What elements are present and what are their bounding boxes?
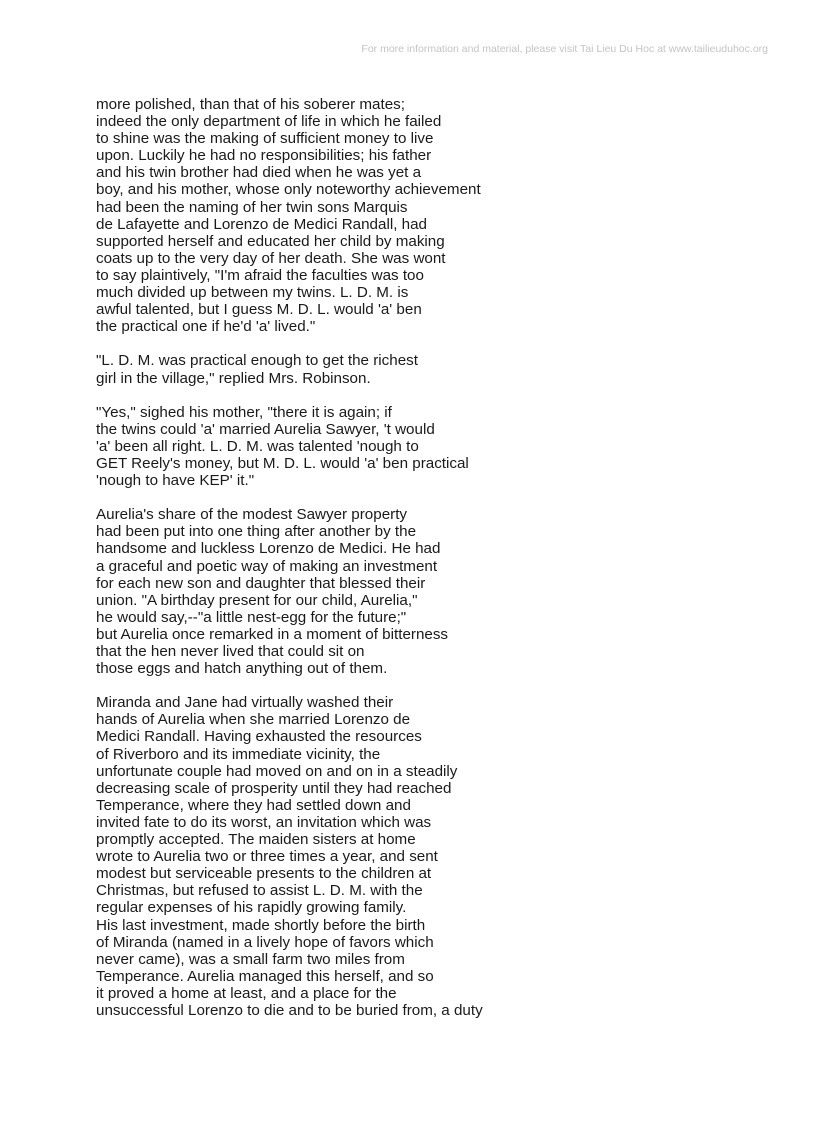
text-line: unfortunate couple had moved on and on in a steadily <box>96 762 458 780</box>
text-line: "L. D. M. was practical enough to get the richest <box>96 352 418 370</box>
text-line: more polished, than that of his soberer mates; <box>96 96 405 113</box>
text-line: never came), was a small farm two miles from <box>96 950 405 968</box>
text-line: Temperance, where they had settled down and <box>96 796 411 814</box>
text-line: promptly accepted. The maiden sisters at home <box>96 831 416 849</box>
text-line: invited fate to do its worst, an invitation which was <box>96 813 432 831</box>
text-line: GET Reely's money, but M. D. L. would 'a' ben practical <box>96 454 469 472</box>
text-line: "Yes," sighed his mother, "there it is again; if <box>96 403 392 421</box>
text-line: to shine was the making of sufficient money to live <box>96 130 434 148</box>
paragraph-2 <box>96 352 483 386</box>
text-line: boy, and his mother, whose only noteworthy achievement <box>96 181 481 199</box>
text-line: unsuccessful Lorenzo to die and to be buried from, a duty <box>96 1001 483 1019</box>
text-line: of Riverboro and its immediate vicinity, the <box>96 745 381 763</box>
text-line: handsome and luckless Lorenzo de Medici. He had <box>96 540 441 558</box>
text-line: supported herself and educated her child by making <box>96 232 445 250</box>
text-line: Temperance. Aurelia managed this herself, and so <box>96 967 434 985</box>
text-line: the practical one if he'd 'a' lived." <box>96 318 316 336</box>
text-line: coats up to the very day of her death. She was wont <box>96 249 446 267</box>
text-line: to say plaintively, "I'm afraid the faculties was too <box>96 266 424 284</box>
text-line: hands of Aurelia when she married Lorenzo de <box>96 711 411 729</box>
text-line: those eggs and hatch anything out of them. <box>96 660 388 678</box>
text-line: regular expenses of his rapidly growing family. <box>96 899 407 917</box>
text-line: and his twin brother had died when he was yet a <box>96 164 422 182</box>
text-line: His last investment, made shortly before the birth <box>96 916 426 934</box>
text-line: girl in the village," replied Mrs. Robinson. <box>96 369 371 387</box>
text-line: wrote to Aurelia two or three times a year, and sent <box>96 848 438 866</box>
text-line: Medici Randall. Having exhausted the resources <box>96 728 422 746</box>
text-line: of Miranda (named in a lively hope of favors which <box>96 933 434 951</box>
text-line: that the hen never lived that could sit on <box>96 643 365 660</box>
text-line: 'nough to have KEP' it." <box>96 472 255 490</box>
text-line: awful talented, but I guess M. D. L. would 'a' ben <box>96 301 422 319</box>
paragraph-5 <box>96 694 483 1019</box>
paragraph-3 <box>96 404 483 489</box>
body-text <box>96 96 483 1036</box>
text-line: he would say,--"a little nest-egg for the future;" <box>96 608 407 626</box>
text-line: upon. Luckily he had no responsibilities; his father <box>96 147 432 165</box>
watermark-text: For more information and material, please visit Tai Lieu Du Hoc at www.tailieuduhoc.org <box>361 43 768 55</box>
text-line: modest but serviceable presents to the children at <box>96 865 432 883</box>
text-line: for each new son and daughter that blessed their <box>96 574 426 592</box>
text-line: Miranda and Jane had virtually washed their <box>96 694 394 712</box>
text-line: much divided up between my twins. L. D. M. is <box>96 284 409 302</box>
text-line: but Aurelia once remarked in a moment of bitterness <box>96 625 449 643</box>
text-line: de Lafayette and Lorenzo de Medici Randall, had <box>96 215 427 233</box>
paragraph-4 <box>96 506 483 677</box>
paragraph-1 <box>96 96 483 335</box>
text-line: decreasing scale of prosperity until they had reached <box>96 779 452 797</box>
text-line: 'a' been all right. L. D. M. was talented 'nough to <box>96 437 419 455</box>
text-line: had been put into one thing after another by the <box>96 523 417 541</box>
text-line: a graceful and poetic way of making an investment <box>96 557 438 575</box>
text-line: Aurelia's share of the modest Sawyer property <box>96 506 408 524</box>
text-line: union. "A birthday present for our child, Aurelia," <box>96 591 418 609</box>
text-line: indeed the only department of life in which he failed <box>96 113 442 131</box>
text-line: Christmas, but refused to assist L. D. M. with the <box>96 882 423 900</box>
text-line: had been the naming of her twin sons Marquis <box>96 198 408 216</box>
text-line: it proved a home at least, and a place for the <box>96 984 397 1002</box>
text-line: the twins could 'a' married Aurelia Sawyer, 't would <box>96 420 435 438</box>
